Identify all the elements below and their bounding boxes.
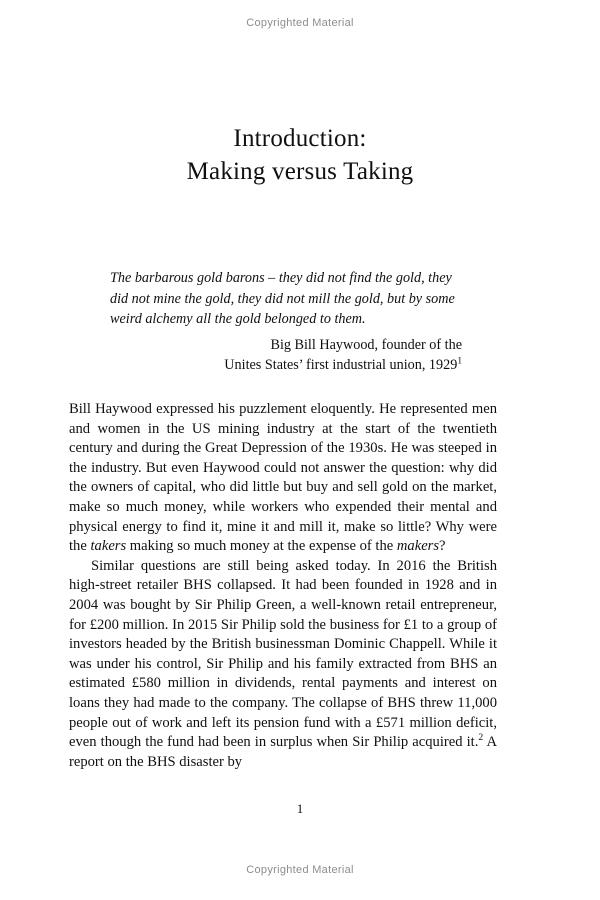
body-text: [69, 400, 497, 772]
copyright-watermark-top: Copyrighted Material: [246, 17, 354, 29]
paragraph-1: [69, 400, 497, 557]
paragraph-2-text-a: Similar questions are still being asked today. In 2016 the British high-street retailer BHS collapsed. It had been founded in 1928 and in 2004 was bought by Sir Philip Green, a well-known retail entrepreneur, for £200 million. In 2015 Sir Philip sold the business for £1 to a group of investors headed by the British businessman Dominic Chappell. While it was under his control, Sir Philip and his family extracted from BHS an estimated £580 million in dividends, rental payments and interest on loans they had made to the company. The collapse of BHS threw 11,000 people out of work and left its pension fund with a £571 million deficit, even though the fund had been in surplus when Sir Philip acquired it.: [69, 557, 497, 751]
epigraph-attribution: [110, 335, 462, 376]
copyright-watermark-bottom: Copyrighted Material: [246, 864, 354, 876]
footnote-marker-2: 2: [478, 732, 484, 744]
epigraph-block: [110, 268, 462, 376]
page-title: [0, 122, 600, 188]
footnote-marker-1: 1: [457, 356, 462, 367]
epigraph-quote: The barbarous gold barons – they did not find the gold, they did not mine the gold, they did not mill the gold, but by some weird alchemy all the gold belonged to them.: [110, 270, 455, 327]
page-title-line-1: Introduction:: [233, 125, 367, 152]
epigraph-attribution-line-2-text: Unites States’ first industrial union, 1929: [224, 357, 458, 373]
paragraph-1-text-c: ?: [439, 538, 446, 555]
paragraph-2: [69, 557, 497, 773]
paragraph-1-emphasis-takers: takers: [90, 538, 127, 555]
epigraph-attribution-line-2: [110, 355, 462, 376]
page-number: 1: [296, 801, 304, 816]
paragraph-1-text-b: making so much money at the expense of the: [126, 538, 397, 555]
paragraph-2-text-b: A report on the BHS disaster by: [69, 734, 497, 770]
paragraph-1-emphasis-makers: makers: [396, 538, 440, 555]
paragraph-1-text-a: Bill Haywood expressed his puzzlement eloquently. He represented men and women in the US mining industry at the start of the twentieth century and during the Great Depression of the 1930s. He was steeped in the industry. But even Haywood could not answer the question: why did the owners of capital, who did little but buy and sell gold on the market, make so much money, while workers who expended their mental and physical energy to find it, mine it and mill it, make so little? Why were the: [69, 401, 497, 555]
epigraph-attribution-line-1: Big Bill Haywood, founder of the: [270, 336, 462, 353]
page-title-line-2: Making versus Taking: [186, 158, 414, 185]
